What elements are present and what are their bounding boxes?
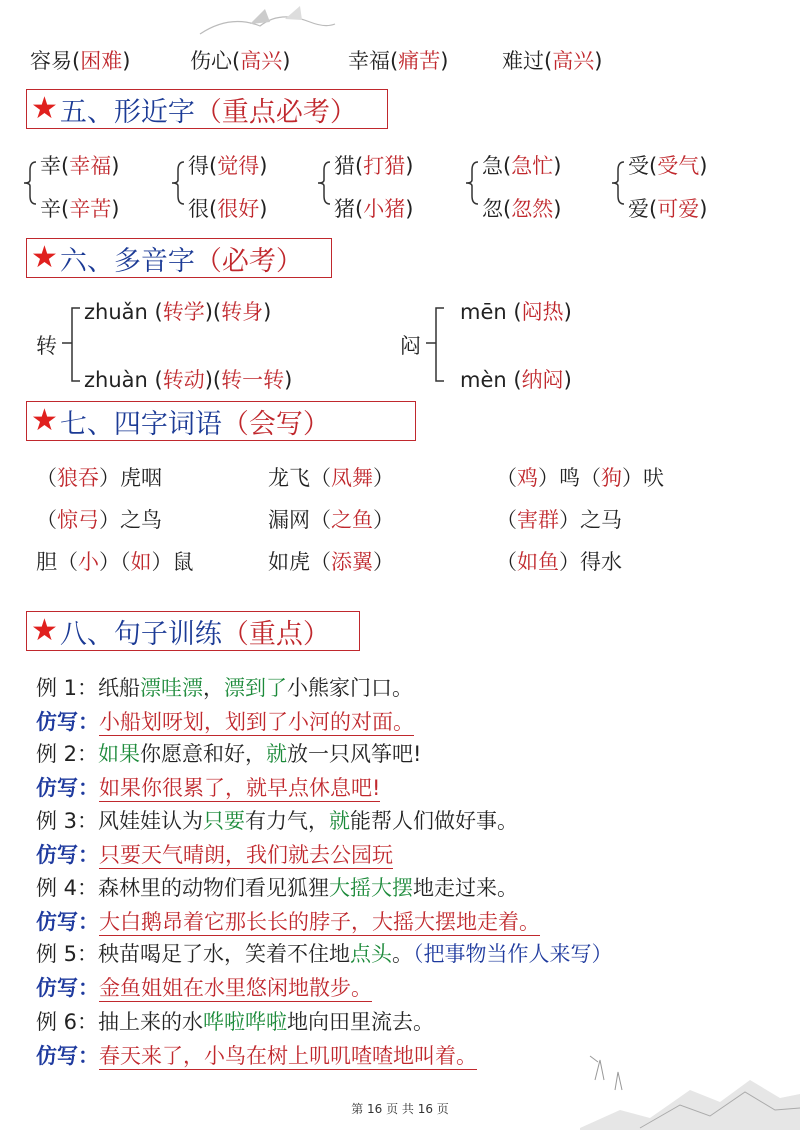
poly-reading-row: mēn (闷热) bbox=[460, 300, 572, 324]
copy-sentence bbox=[36, 906, 540, 936]
idiom: （狼吞）虎咽 bbox=[36, 466, 162, 490]
copy-label: 仿写： bbox=[36, 843, 99, 867]
star-icon: ★ bbox=[31, 240, 58, 275]
similar-char: 猪 bbox=[334, 197, 355, 221]
idiom-text: 如虎 bbox=[268, 550, 310, 574]
idiom-text: 鼠 bbox=[172, 550, 194, 574]
copy-sentence bbox=[36, 772, 380, 802]
antonym-answer: 困难 bbox=[80, 49, 123, 73]
pinyin: zhuǎn bbox=[84, 300, 148, 324]
copy-text: 小船划呀划，划到了小河的对面。 bbox=[99, 710, 414, 734]
poly-answer: 转动 bbox=[162, 368, 205, 392]
poly-reading-row: zhuàn (转动)(转一转) bbox=[84, 368, 293, 392]
section-note: （重点必考） bbox=[194, 96, 357, 128]
example-label: 例 3： bbox=[36, 809, 99, 833]
sentence-note: （把事物当作人来写） bbox=[413, 942, 613, 966]
idiom: 龙飞（凤舞） bbox=[268, 466, 394, 490]
similar-char: 忽 bbox=[482, 197, 503, 221]
poly-char: 闷 bbox=[400, 334, 421, 358]
brace-icon bbox=[306, 160, 332, 206]
copy-sentence bbox=[36, 839, 393, 869]
idiom-text: 漏网 bbox=[268, 508, 310, 532]
antonym-word: 伤心 bbox=[190, 49, 232, 73]
keyword: 就 bbox=[329, 809, 351, 833]
idiom-answer: 之鱼 bbox=[331, 508, 373, 532]
section-title: 七、四字词语 bbox=[59, 408, 222, 440]
sentence-text: 放一只风筝吧! bbox=[287, 742, 422, 766]
poly-answer: 闷热 bbox=[521, 300, 564, 324]
page-number: 第 16 页 共 16 页 bbox=[351, 1102, 449, 1116]
similar-char: 幸 bbox=[40, 154, 61, 178]
similar-answer: 觉得 bbox=[217, 154, 260, 178]
similar-answer: 忽然 bbox=[511, 197, 554, 221]
idiom-answer: 惊弓 bbox=[57, 508, 99, 532]
idiom-text: 龙飞 bbox=[268, 466, 310, 490]
idiom-text: 得水 bbox=[580, 550, 622, 574]
sentence-text: 地向田里流去。 bbox=[287, 1010, 435, 1034]
similar-answer: 很好 bbox=[217, 197, 260, 221]
copy-sentence bbox=[36, 706, 414, 736]
bird-sketch-top bbox=[190, 4, 340, 46]
copy-text: 只要天气晴朗，我们就去公园玩 bbox=[99, 843, 393, 867]
antonym-word: 容易 bbox=[30, 49, 72, 73]
antonym-answer: 高兴 bbox=[552, 49, 595, 73]
similar-answer: 打猎 bbox=[363, 154, 406, 178]
star-icon: ★ bbox=[31, 403, 58, 438]
similar-answer: 受气 bbox=[657, 154, 700, 178]
copy-label: 仿写： bbox=[36, 910, 99, 934]
idiom-text: 鸣 bbox=[559, 466, 580, 490]
similar-char: 猎 bbox=[334, 154, 355, 178]
sentence-text: 秧苗喝足了水，笑着不住地 bbox=[98, 942, 351, 966]
similar-answer: 辛苦 bbox=[69, 197, 112, 221]
keyword: 如果 bbox=[98, 742, 141, 766]
similar-char-row: 辛(辛苦) bbox=[40, 197, 120, 221]
sentence-text: 纸船 bbox=[98, 676, 141, 700]
section-heading-5 bbox=[26, 89, 388, 129]
antonym-word: 幸福 bbox=[348, 49, 390, 73]
brace-icon bbox=[160, 160, 186, 206]
idiom-text: 虎咽 bbox=[120, 466, 162, 490]
poly-answer: 转一转 bbox=[221, 368, 285, 392]
section-note: （重点） bbox=[221, 618, 330, 650]
idiom: 漏网（之鱼） bbox=[268, 508, 394, 532]
mountain-sketch-icon bbox=[580, 1050, 800, 1130]
sentence-text: 森林里的动物们看见狐狸 bbox=[98, 876, 330, 900]
poly-reading-row: mèn (纳闷) bbox=[460, 368, 572, 392]
similar-char-row: 忽(忽然) bbox=[482, 197, 562, 221]
similar-char-row: 幸(幸福) bbox=[40, 154, 120, 178]
section-heading-6 bbox=[26, 238, 332, 278]
similar-char: 受 bbox=[628, 154, 649, 178]
section-note: （必考） bbox=[194, 245, 303, 277]
poly-bracket bbox=[424, 305, 446, 385]
example-label: 例 2： bbox=[36, 742, 99, 766]
antonym-answer: 高兴 bbox=[240, 49, 283, 73]
similar-char-row: 很(很好) bbox=[188, 197, 268, 221]
similar-char: 很 bbox=[188, 197, 209, 221]
example-label: 例 4： bbox=[36, 876, 99, 900]
copy-label: 仿写： bbox=[36, 710, 99, 734]
keyword: 大摇大摆 bbox=[329, 876, 414, 900]
copy-sentence bbox=[36, 1040, 477, 1070]
example-label: 例 1： bbox=[36, 676, 99, 700]
similar-char: 辛 bbox=[40, 197, 61, 221]
idiom-text: 之鸟 bbox=[120, 508, 162, 532]
example-sentence bbox=[36, 1006, 434, 1036]
example-sentence bbox=[36, 872, 518, 902]
keyword: 点头 bbox=[350, 942, 393, 966]
example-sentence bbox=[36, 672, 413, 702]
sentence-text: 你愿意和好， bbox=[140, 742, 267, 766]
similar-answer: 可爱 bbox=[657, 197, 700, 221]
poly-answer: 纳闷 bbox=[521, 368, 564, 392]
similar-char-row: 急(急忙) bbox=[482, 154, 562, 178]
similar-char: 爱 bbox=[628, 197, 649, 221]
poly-char: 转 bbox=[36, 334, 57, 358]
copy-text: 如果你很累了，就早点休息吧! bbox=[99, 776, 381, 800]
pinyin: mèn bbox=[460, 368, 507, 392]
similar-char-row: 得(觉得) bbox=[188, 154, 268, 178]
sentence-text: 。 bbox=[392, 942, 414, 966]
poly-reading-row: zhuǎn (转学)(转身) bbox=[84, 300, 272, 324]
idiom-answer: 添翼 bbox=[331, 550, 373, 574]
pinyin: mēn bbox=[460, 300, 507, 324]
similar-answer: 急忙 bbox=[511, 154, 554, 178]
sentence-text: ， bbox=[203, 676, 225, 700]
antonym-row: 幸福(痛苦) bbox=[348, 49, 449, 73]
example-label: 例 6： bbox=[36, 1010, 99, 1034]
sentence-text: 地走过来。 bbox=[413, 876, 519, 900]
antonym-row: 难过(高兴) bbox=[502, 49, 603, 73]
idiom-answer: 如 bbox=[130, 550, 152, 574]
copy-text: 春天来了，小鸟在树上叽叽喳喳地叫着。 bbox=[99, 1044, 477, 1068]
similar-char-row: 爱(可爱) bbox=[628, 197, 708, 221]
similar-answer: 幸福 bbox=[69, 154, 112, 178]
copy-label: 仿写： bbox=[36, 776, 99, 800]
example-sentence bbox=[36, 805, 518, 835]
poly-bracket bbox=[60, 305, 82, 385]
idiom: （鸡）鸣（狗）吠 bbox=[496, 466, 664, 490]
antonym-word: 难过 bbox=[502, 49, 544, 73]
example-sentence bbox=[36, 938, 613, 968]
copy-label: 仿写： bbox=[36, 976, 99, 1000]
idiom: （害群）之马 bbox=[496, 508, 622, 532]
idiom: （如鱼）得水 bbox=[496, 550, 622, 574]
sentence-text: 有力气， bbox=[245, 809, 330, 833]
idiom-answer: 小 bbox=[78, 550, 99, 574]
star-icon: ★ bbox=[31, 91, 58, 126]
similar-answer: 小猪 bbox=[363, 197, 406, 221]
pinyin: zhuàn bbox=[84, 368, 148, 392]
example-sentence bbox=[36, 738, 421, 768]
example-label: 例 5： bbox=[36, 942, 99, 966]
similar-char: 得 bbox=[188, 154, 209, 178]
idiom-text: 之马 bbox=[580, 508, 622, 532]
section-note: （会写） bbox=[221, 408, 330, 440]
idiom-answer: 凤舞 bbox=[331, 466, 373, 490]
brace-icon bbox=[454, 160, 480, 206]
poly-answer: 转身 bbox=[221, 300, 264, 324]
keyword: 漂哇漂 bbox=[140, 676, 204, 700]
brace-icon bbox=[600, 160, 626, 206]
section-heading-8 bbox=[26, 611, 360, 651]
sentence-text: 抽上来的水 bbox=[98, 1010, 204, 1034]
idiom-text: 吠 bbox=[643, 466, 664, 490]
keyword: 只要 bbox=[203, 809, 246, 833]
idiom-text: 胆 bbox=[36, 550, 57, 574]
similar-char-row: 受(受气) bbox=[628, 154, 708, 178]
antonym-row: 伤心(高兴) bbox=[190, 49, 291, 73]
copy-text: 金鱼姐姐在水里悠闲地散步。 bbox=[99, 976, 372, 1000]
idiom: （惊弓）之鸟 bbox=[36, 508, 162, 532]
similar-char: 急 bbox=[482, 154, 503, 178]
section-title: 八、句子训练 bbox=[59, 618, 222, 650]
poly-answer: 转学 bbox=[162, 300, 205, 324]
idiom-answer: 狗 bbox=[601, 466, 622, 490]
antonym-answer: 痛苦 bbox=[398, 49, 441, 73]
copy-label: 仿写： bbox=[36, 1044, 99, 1068]
idiom-answer: 鸡 bbox=[517, 466, 538, 490]
idiom: 如虎（添翼） bbox=[268, 550, 394, 574]
section-title: 六、多音字 bbox=[59, 245, 195, 277]
section-heading-7 bbox=[26, 401, 416, 441]
idiom: 胆（小）（如）鼠 bbox=[36, 550, 194, 574]
similar-char-row: 猎(打猎) bbox=[334, 154, 414, 178]
idiom-answer: 害群 bbox=[517, 508, 559, 532]
antonym-row: 容易(困难) bbox=[30, 49, 131, 73]
keyword: 哗啦哗啦 bbox=[203, 1010, 288, 1034]
keyword: 漂到了 bbox=[224, 676, 288, 700]
copy-sentence bbox=[36, 972, 372, 1002]
keyword: 就 bbox=[266, 742, 288, 766]
brace-icon bbox=[12, 160, 38, 206]
similar-char-row: 猪(小猪) bbox=[334, 197, 414, 221]
sentence-text: 小熊家门口。 bbox=[287, 676, 414, 700]
idiom-answer: 如鱼 bbox=[517, 550, 559, 574]
star-icon: ★ bbox=[31, 613, 58, 648]
sentence-text: 能帮人们做好事。 bbox=[350, 809, 519, 833]
idiom-answer: 狼吞 bbox=[57, 466, 99, 490]
section-title: 五、形近字 bbox=[59, 96, 195, 128]
sentence-text: 风娃娃认为 bbox=[98, 809, 204, 833]
copy-text: 大白鹅昂着它那长长的脖子，大摇大摆地走着。 bbox=[99, 910, 540, 934]
